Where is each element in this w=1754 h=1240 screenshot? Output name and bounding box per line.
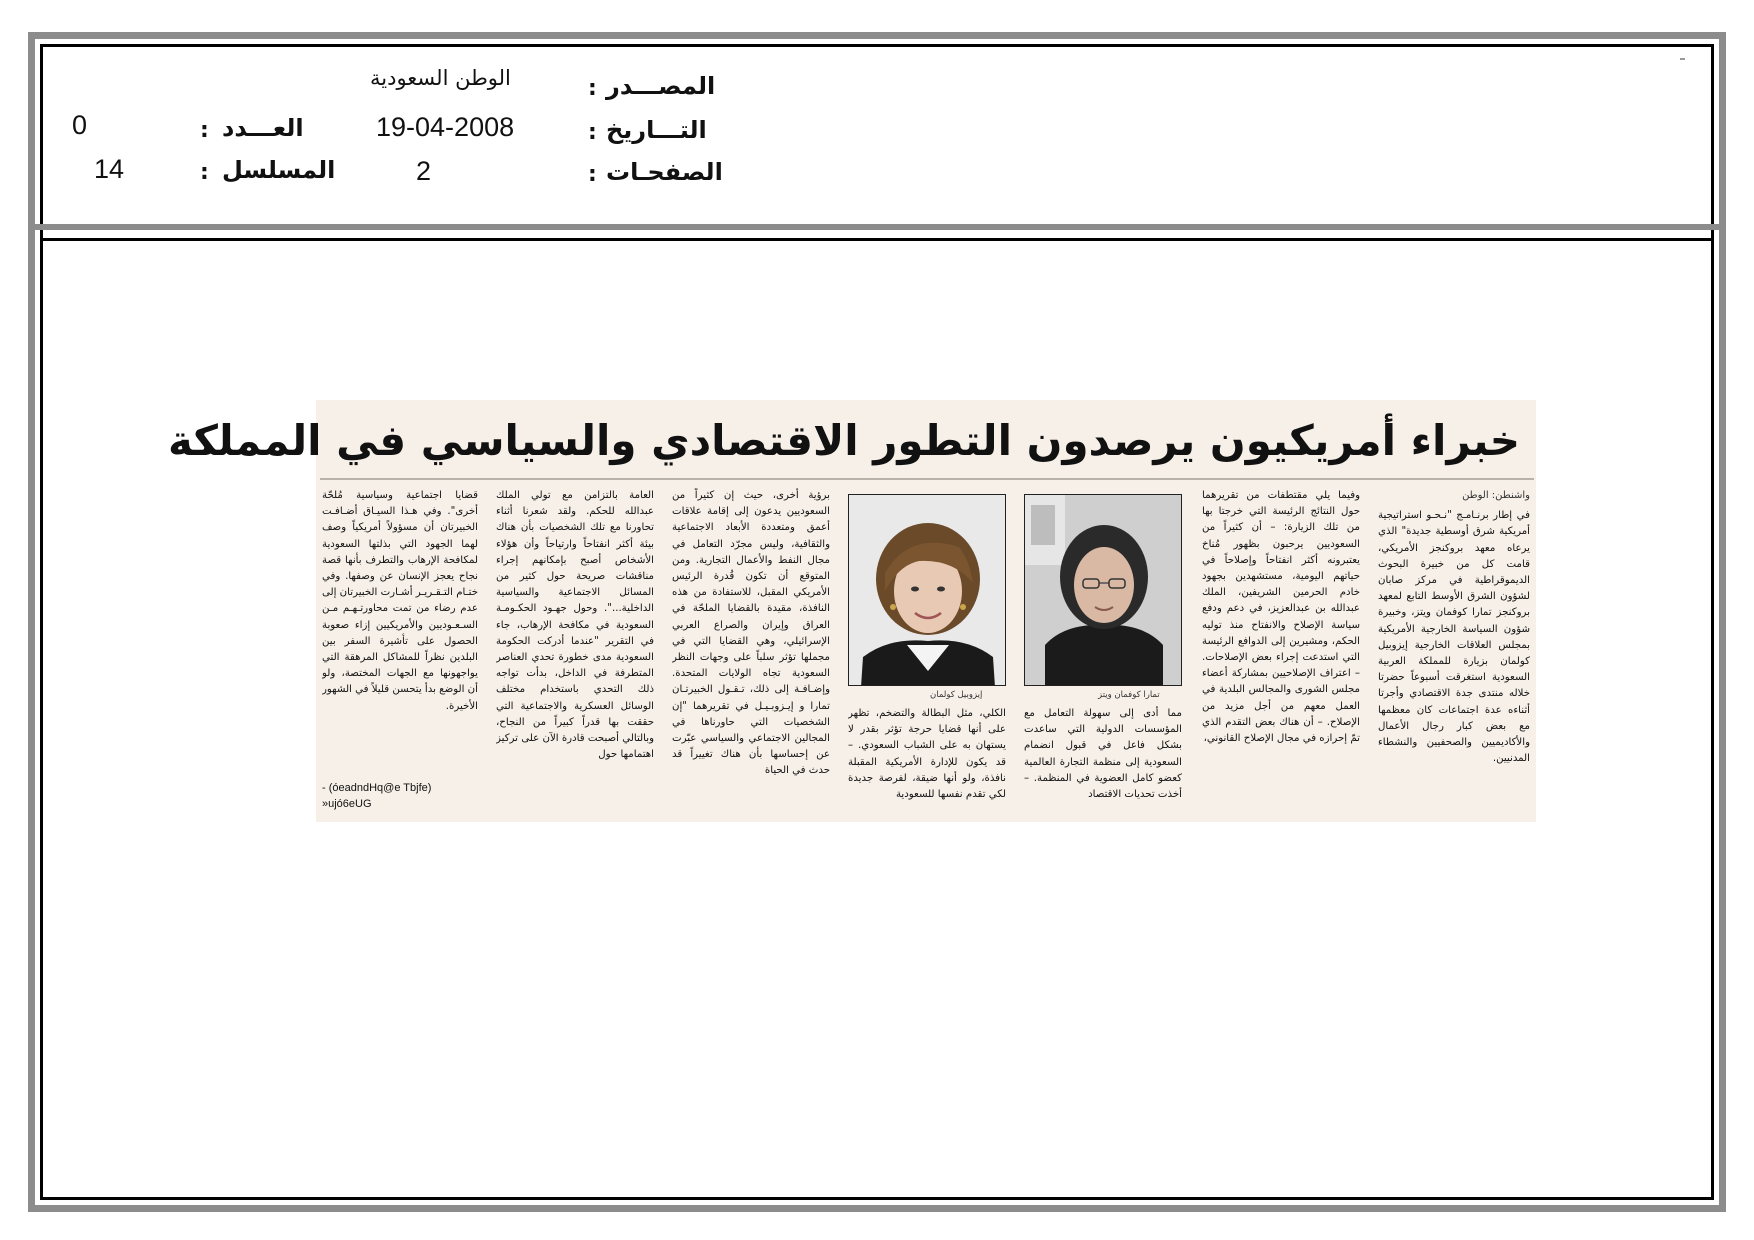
- portrait-image: [849, 495, 1006, 686]
- column-3-text: مما أدى إلى سهولة التعامل مع المؤسسات الدولية التي ساعدت بشكل فاعل في قبول انضمام السعودية إلى منظمة التجارة العالمية كعضو كامل العضوية في المنظمة. – أخذت تحديات الاقتصاد: [1024, 708, 1182, 801]
- date-value: 19-04-2008: [376, 112, 515, 142]
- portrait-image: [1025, 495, 1182, 686]
- article-headline: خبراء أمريكيون يرصدون التطور الاقتصادي والسياسي في المملكة: [168, 416, 1520, 465]
- photo-2-caption: إيزوبيل كولمان: [930, 690, 983, 700]
- serial-value: 14: [94, 154, 125, 184]
- source-colon: :: [588, 76, 597, 101]
- header-divider-grey: [34, 224, 1720, 230]
- article-column-3: [1024, 706, 1182, 816]
- serial-label: المسلسل: [222, 156, 336, 184]
- issue-label: العـــدد: [222, 114, 304, 142]
- column-4-text: الكلي، مثل البطالة والتضخم، تظهر على أنها قضايا حرجة تؤثر بقدر لا يستهان به على الشباب السعودي. – قد يكون للإدارة الأمريكية المقبلة نافذة، ولو أنها ضيقة، لفرصة جديدة لكي تقدم نفسها للسعودية: [848, 708, 1006, 801]
- photo-tamara-wittes: [1024, 494, 1182, 686]
- column-7-garbled-footer: - (óeadndHq@e Tbjfe) »ujó6eUG: [322, 782, 432, 810]
- column-1-text: في إطار برنـامـج "نـحـو استراتيجية أمريكية شرق أوسطية جديدة" الذي يرعاه معهد بروكنجز الأمريكي، قامت كل من خبيرة البحوث الديموقراطية في مركز صابان لشؤون الشرق الأوسط التابع لمعهد بروكنجز تمارا كوفمان ويتز، وخبيرة شؤون السياسة الخارجية الأمريكية بمجلس العلاقات الخارجية إيزوبيل كولمان بزيارة للمملكة العربية السعودية استغرقت أسبوعاً حضرتا خلاله منتدى جدة الاقتصادي وأجرتا أثناءه عدة اجتماعات كان معظمها مع بعض كبار رجال الأعمال والأكاديميين والصحفيين والنشطاء المدنيين.: [1378, 510, 1530, 765]
- article-column-7: [322, 488, 478, 778]
- headline-rule: [320, 478, 1534, 480]
- column-5-text: برؤية أخرى، حيث إن كثيراً من السعوديين يدعون إلى إقامة علاقات أعمق ومتعددة الأبعاد الاجتماعية والثقافية، وليس مجرّد التعامل في مجال النفط والأعمال التجارية. ومن المتوقع أن تكون قُدرة الرئيس الأمريكي المقبل، للاستفادة من هذه النافذة، مقيدة بالقضايا الملحّة في العراق وإيران والصراع العربي الإسرائيلي، وهي القضايا التي في مجملها تؤثر سلباً على وجهات النظر السعودية تجاه الولايات المتحدة. وإضـافـة إلى ذلك، تـقـول الخبيرتـان تمارا و إيـزوبـيـل في تقريرهما "إن الشخصيات التي حاورناها في المجالين الاجتماعي والسياسي عبّرت عن إحساسها بأن هناك تغييراً قد حدث في الحياة: [672, 490, 830, 777]
- photo-1-caption: تمارا كوفمان ويتز: [1098, 690, 1160, 700]
- header-divider-black: [40, 238, 1714, 241]
- source-label: المصـــدر: [606, 72, 716, 100]
- article-column-6: [496, 488, 654, 816]
- column-2-text: وفيما يلي مقتطفات من تقريرهما حول النتائج الرئيسة التي خرجتا بها من تلك الزيارة: – أن كثيراً من السعوديين يرحبون بظهور مُناخ يعتبرونه أكثر انفتاحاً وإصلاحاً في حياتهم اليومية، مستشهدين بجهود خادم الحرمين الشريفين، الملك عبدالله بن عبدالعزيز، في دعم ودفع سياسة الإصلاح والانفتاح منذ توليه الحكم، ومشيرين إلى الدوافع الرئيسة التي استدعت إجراء بعض الإصلاحات. – اعتراف الإصلاحيين بمشاركة أعضاء مجلس الشورى والمجالس البلدية في العمل معهم من أجل مزيد من الإصلاح. – أن هناك بعض التقدم الذي تمّ إحرازه في مجال الإصلاح القانوني،: [1202, 490, 1360, 745]
- date-colon: :: [588, 120, 597, 145]
- pages-label: الصفحـات: [606, 158, 723, 186]
- column-7-text: قضايا اجتماعية وسياسية مُلحّة أخرى". وفي هـذا السيـاق أضـافـت الخبيرتان أن مسؤولاً أمريكياً وصف لهما الجهود التي بذلتها السعودية لمكافحة الإرهاب والتطرف بأنها قصة نجاح يعجز الإنسان عن وصفها. وفي ختـام التـقـريـر أشـارت الخبيرتان إلى عدم رضاء من تمت محاورتـهـم مـن السـعـوديين والأمريكيين إزاء صعوبة الحصول على تأشيرة السفر بين البلدين نظراً للمشاكل المرهقة التي يواجهونها مع الجهات المختصة، ولو أن الوضع بدأ يتحسن قليلاً في الشهور الأخيرة.: [322, 490, 478, 712]
- pages-colon: :: [588, 162, 597, 187]
- clipping-header: [40, 44, 1714, 228]
- issue-value: 0: [72, 110, 88, 140]
- date-label: التـــاريخ: [606, 116, 707, 144]
- serial-colon: :: [200, 160, 209, 185]
- article-dateline: واشنطن: الوطن: [1462, 490, 1530, 501]
- source-value: الوطن السعودية: [370, 66, 511, 90]
- issue-colon: :: [200, 118, 209, 143]
- pages-value: 2: [416, 156, 432, 186]
- article-column-5: [672, 488, 830, 816]
- article-column-2: [1202, 488, 1360, 816]
- article-column-1: [1378, 488, 1530, 816]
- article-column-4: [848, 706, 1006, 816]
- photo-isobel-coleman: [848, 494, 1006, 686]
- column-6-text: العامة بالتزامن مع تولي الملك عبدالله للحكم. ولقد شعرنا أثناء تحاورنا مع تلك الشخصيات بأن هناك بيئة أكثر انفتاحاً وارتياحاً وأن هؤلاء الأشخاص أصبح بإمكانهم إجراء مناقشات صريحة حول كثير من المسائل الاجتماعية والسياسية الداخلية...". وحول جهـود الحكـومـة السعودية في مكافحة الإرهاب، جاء في التقرير "عندما أدركت الحكومة السعودية مدى خطورة تحدي العناصر المتطرفة في الداخل، بدأت تواجه ذلك التحدي باستخدام مختلف الوسائل العسكرية والاجتماعية التي حققت بها قدراً كبيراً من النجاح، وبالتالي أصبحت قادرة الآن على تركيز اهتمامها حول: [496, 490, 654, 761]
